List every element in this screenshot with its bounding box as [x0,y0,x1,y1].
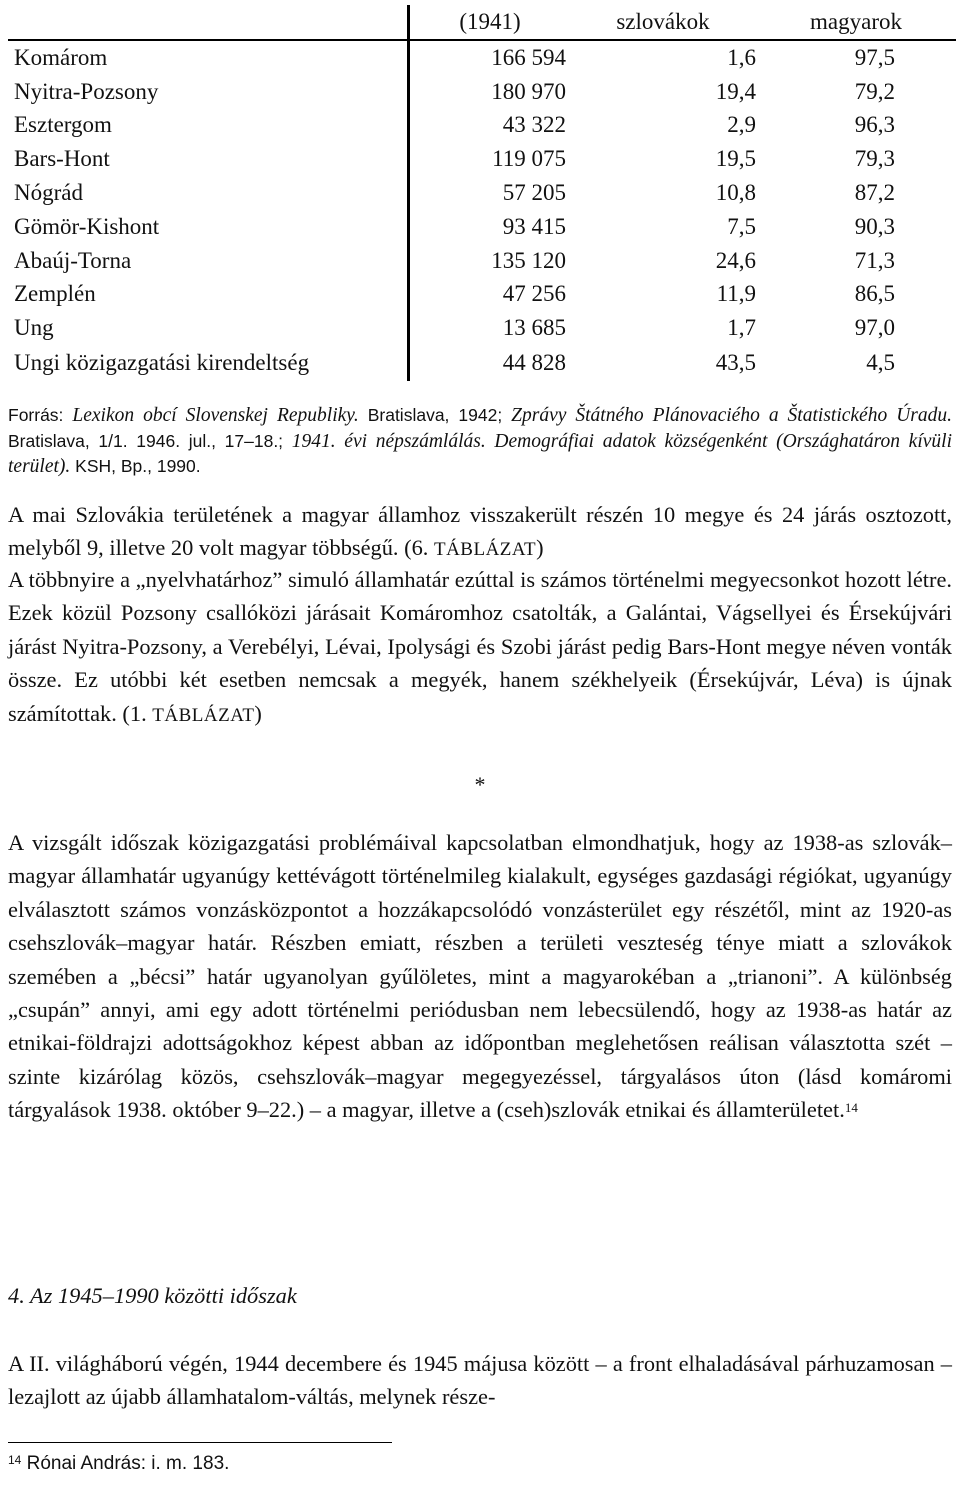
hungarian-percent: 97,0 [854,315,895,341]
hungarian-percent: 4,5 [866,349,895,375]
hungarian-percent: 90,3 [854,213,895,239]
population: 93 415 [409,210,571,244]
county-name: Nyitra-Pozsony [14,78,159,104]
footnote-divider [8,1442,392,1443]
table-row [8,108,956,142]
header-population: (1941) [409,5,571,40]
table-row [8,244,956,278]
hungarian-percent: 96,3 [854,112,895,138]
source-title-3: 1941. évi népszámlálás. Demográfiai adatok községenként (Országhatáron kívüli terület). [8,430,952,477]
population: 135 120 [409,244,571,278]
paragraph-text: A mai Szlovákia területének a magyar államhoz visszakerült részén 10 megye és 24 járás osztozott, melyből 9, illetve 20 volt magyar többségű. (6. [8,502,952,561]
slovak-percent: 1,7 [727,315,756,341]
population: 166 594 [409,40,571,75]
table-row [8,40,956,75]
footnote [8,1453,229,1475]
slovak-percent: 2,9 [727,112,756,138]
paragraph-1945: A II. világháború végén, 1944 decembere és 1945 májusa között – a front elhaladásával párhuzamosan – lezajlott az újabb államhatalom-váltás, melynek része- [8,1351,952,1410]
header-empty [8,5,409,40]
source-place-2: Bratislava, 1/1. 1946. jul., 17–18.; [8,430,292,451]
slovak-percent: 1,6 [727,44,756,70]
hungarian-percent: 71,3 [854,247,895,273]
county-name: Abaúj-Torna [14,247,132,273]
county-name: Komárom [14,44,108,70]
paragraph-close: ) [536,535,544,561]
table-row [8,210,956,244]
table-row [8,345,956,381]
population: 119 075 [409,142,571,176]
county-name: Ungi közigazgatási kirendeltség [14,349,310,375]
slovak-percent: 24,6 [715,247,756,273]
paragraph-text: A vizsgált időszak közigazgatási problémáival kapcsolatban elmondhatjuk, hogy az 1938-as szlovák–magyar államhatár ugyanúgy kettévágott történelmileg kialakult, egységes gazdasági régiókat, ugyanúgy elválasztott számos vonzásközpontot a hozzákapcsolódó vonzásterület egy részétől, mint az 1920-as csehszlovák–magyar határ. Részben emiatt, részben a területi veszteség ténye miatt a szlovákok szemében a „bécsi” határ ugyanolyan gyűlöletes, mint a magyarokéban a „trianoni”. A különbség „csupán” annyi, ami egy adott történelmi periódusban nem lebecsülendő, hogy az 1938-as határ az etnikai-földrajzi adottságokhoz képest abban az időpontban meglehetősen reálisan választotta szét – szinte kizárólag közös, csehszlovák–magyar megegyezéssel, tárgyalásos úton (lásd komáromi tárgyalások 1938. október 9–22.) – a magyar, illetve a (cseh)szlovák etnikai és államterületet. [8,830,952,1123]
footnote-number: 14 [8,1453,22,1467]
source-place-3: KSH, Bp., 1990. [70,456,201,476]
statistics-table [8,5,956,381]
slovak-percent: 10,8 [715,179,756,205]
source-title-2: Zprávy Štátného Plánovaciého a Štatistického Úradu. [511,405,952,426]
population: 180 970 [409,75,571,109]
hungarian-percent: 87,2 [854,179,895,205]
paragraph-megyecsonk [8,563,952,732]
table-row [8,176,956,210]
table-row [8,75,956,109]
table-reference: TÁBLÁZAT [433,539,537,561]
county-name: Zemplén [14,281,96,307]
footnote-text: Rónai András: i. m. 183. [21,1453,230,1474]
population: 57 205 [409,176,571,210]
hungarian-percent: 97,5 [854,44,895,70]
population: 43 322 [409,108,571,142]
paragraph-border-analysis [8,826,952,1127]
county-name: Bars-Hont [14,146,110,172]
hungarian-percent: 79,3 [854,146,895,172]
county-name: Esztergom [14,112,112,138]
source-place-1: Bratislava, 1942; [358,405,512,425]
slovak-percent: 19,5 [715,146,756,172]
population: 44 828 [409,345,571,381]
header-slovaks: szlovákok [570,5,756,40]
slovak-percent: 19,4 [715,78,756,104]
table-source-note [8,403,952,480]
source-label: Forrás: [8,405,73,425]
paragraph-close: ) [254,700,262,726]
county-name: Ung [14,315,54,341]
table-reference: TÁBLÁZAT [152,704,255,726]
section-asterisk: * [474,772,486,797]
population: 47 256 [409,277,571,311]
footnote-reference[interactable]: 14 [844,1100,858,1116]
county-name: Gömör-Kishont [14,213,160,239]
table-header-row [8,5,956,40]
slovak-percent: 43,5 [715,349,756,375]
paragraph-counties [8,498,952,567]
source-title-1: Lexikon obcí Slovenskej Republiky. [72,405,359,426]
population: 13 685 [409,311,571,345]
hungarian-percent: 86,5 [854,281,895,307]
paragraph-text: A többnyire a „nyelvhatárhoz” simuló államhatár ezúttal is számos történelmi megyecsonkot hozott létre. Ezek közül Pozsony csallóközi járásait Komáromhoz csatolták, a Galántai, Vágsellyei és Érsekújvári járást Nyitra-Pozsony, a Verebélyi, Lévai, Ipolysági és Szobi járást pedig Bars-Hont megye néven vonták össze. Ez utóbbi két esetben nemcsak a megyék, hanem székhelyeik (Érsekújvár, Léva) is újnak számítottak. (1. [8,567,952,726]
slovak-percent: 7,5 [727,213,756,239]
table-row [8,277,956,311]
table-row [8,142,956,176]
header-hungarians: magyarok [756,5,956,40]
section-heading: 4. Az 1945–1990 közötti időszak [8,1283,297,1308]
county-name: Nógrád [14,179,83,205]
table-row [8,311,956,345]
hungarian-percent: 79,2 [854,78,895,104]
slovak-percent: 11,9 [716,281,756,307]
